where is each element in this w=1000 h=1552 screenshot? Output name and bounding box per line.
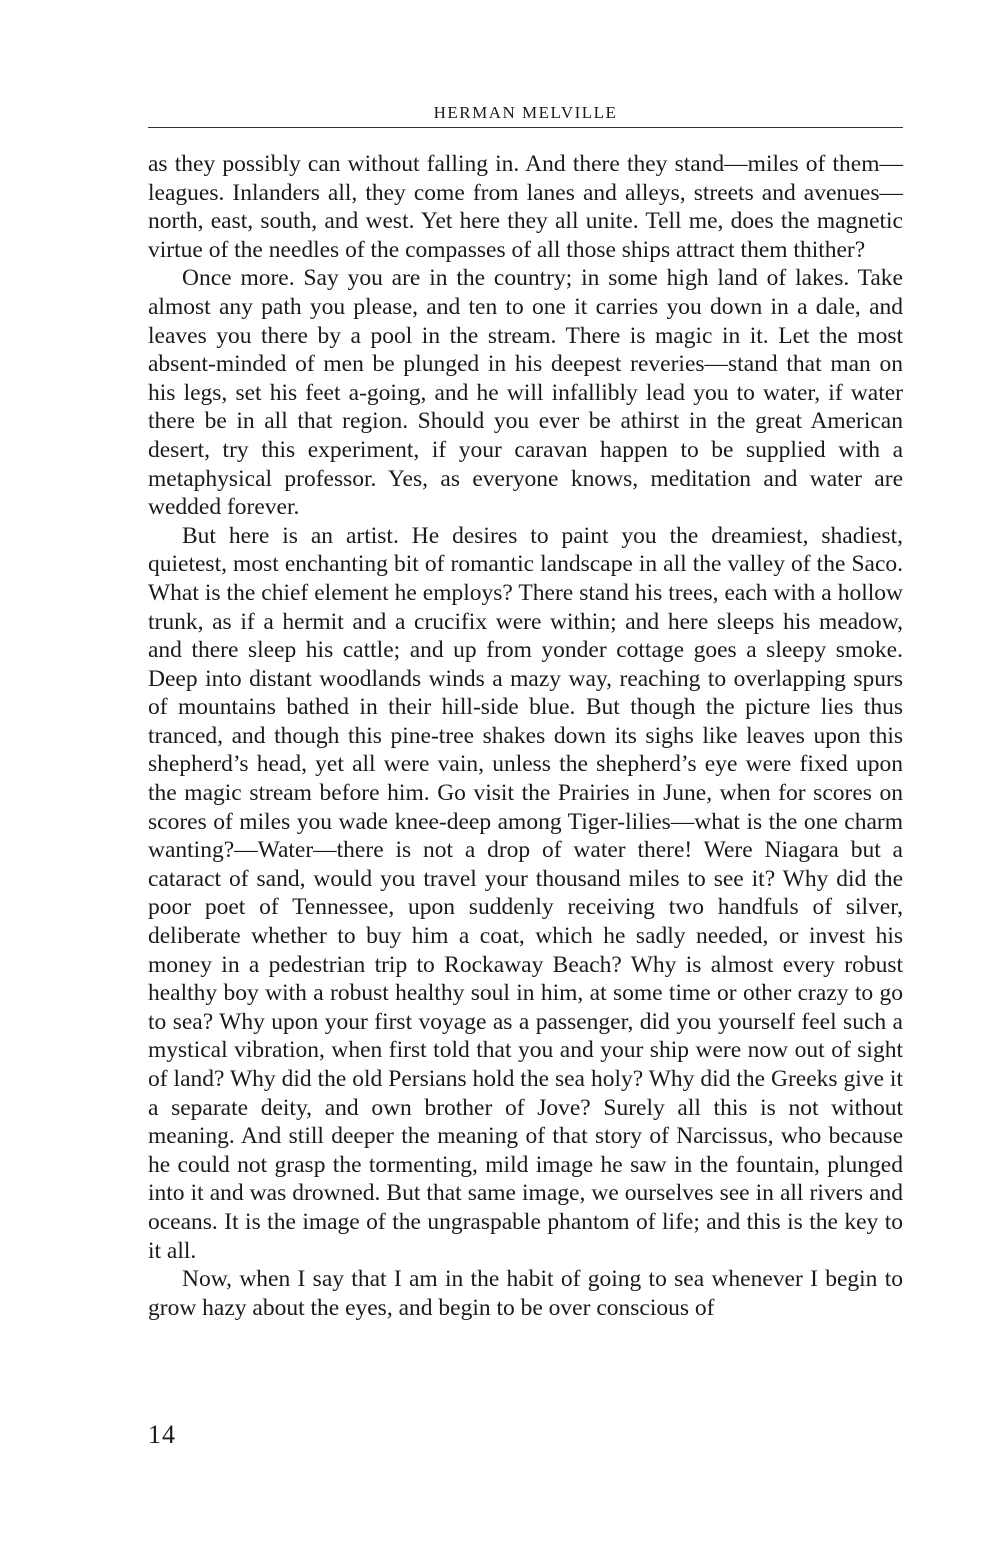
paragraph: But here is an artist. He desires to paint you the dreamiest, shadiest, quietest, most enchanting bit of romantic landscape in all the valley of the Saco. What is the chief element he employs? There stand his trees, each with a hollow trunk, as if a hermit and a crucifix were within; and here sleeps his meadow, and there sleep his cattle; and up from yonder cottage goes a sleepy smoke. Deep into distant woodlands winds a mazy way, reaching to overlapping spurs of mountains bathed in their hill-side blue. But though the picture lies thus tranced, and though this pine-tree shakes down its sighs like leaves upon this shepherd’s head, yet all were vain, unless the shepherd’s eye were fixed upon the magic stream before him. Go visit the Prairies in June, when for scores on scores of miles you wade knee-deep among Tiger-lilies—what is the one charm wanting?—Water—there is not a drop of water there! Were Niagara but a cataract of sand, would you travel your thousand miles to see it? Why did the poor poet of Tennessee, upon suddenly receiving two handfuls of silver, deliberate whether to buy him a coat, which he sadly needed, or invest his money in a pedestrian trip to Rockaway Beach? Why is almost every robust healthy boy with a robust healthy soul in him, at some time or other crazy to go to sea? Why upon your first voyage as a passenger, did you yourself feel such a mystical vibration, when first told that you and your ship were now out of sight of land? Why did the old Persians hold the sea holy? Why did the Greeks give it a separate deity, and own brother of Jove? Surely all this is not without meaning. And still deeper the meaning of that story of Narcissus, who because he could not grasp the tormenting, mild image he saw in the fountain, plunged into it and was drowned. But that same image, we ourselves see in all rivers and oceans. It is the image of the ungraspable phantom of life; and this is the key to it all. [148, 522, 903, 1264]
page-number: 14 [148, 1420, 176, 1449]
paragraph: as they possibly can without falling in. And there they stand—miles of them—leagues. Inlanders all, they come from lanes and alleys, streets and avenues—north, east, south, and west. Yet here they all unite. Tell me, does the magnetic virtue of the needles of the compasses of all those ships attract them thither? [148, 151, 903, 263]
body-text [148, 150, 903, 1322]
paragraph: Now, when I say that I am in the habit of going to sea whenever I begin to grow hazy about the eyes, and begin to be over conscious of [148, 1266, 903, 1321]
running-head: HERMAN MELVILLE [148, 101, 903, 128]
paragraph: Once more. Say you are in the country; in some high land of lakes. Take almost any path you please, and ten to one it carries you down in a dale, and leaves you there by a pool in the stream. There is magic in it. Let the most absent-minded of men be plunged in his deepest reveries—stand that man on his legs, set his feet a-going, and he will infallibly lead you to water, if water there be in all that region. Should you ever be athirst in the great American desert, try this experiment, if your caravan happen to be supplied with a metaphysical professor. Yes, as everyone knows, meditation and water are wedded forever. [148, 265, 903, 521]
